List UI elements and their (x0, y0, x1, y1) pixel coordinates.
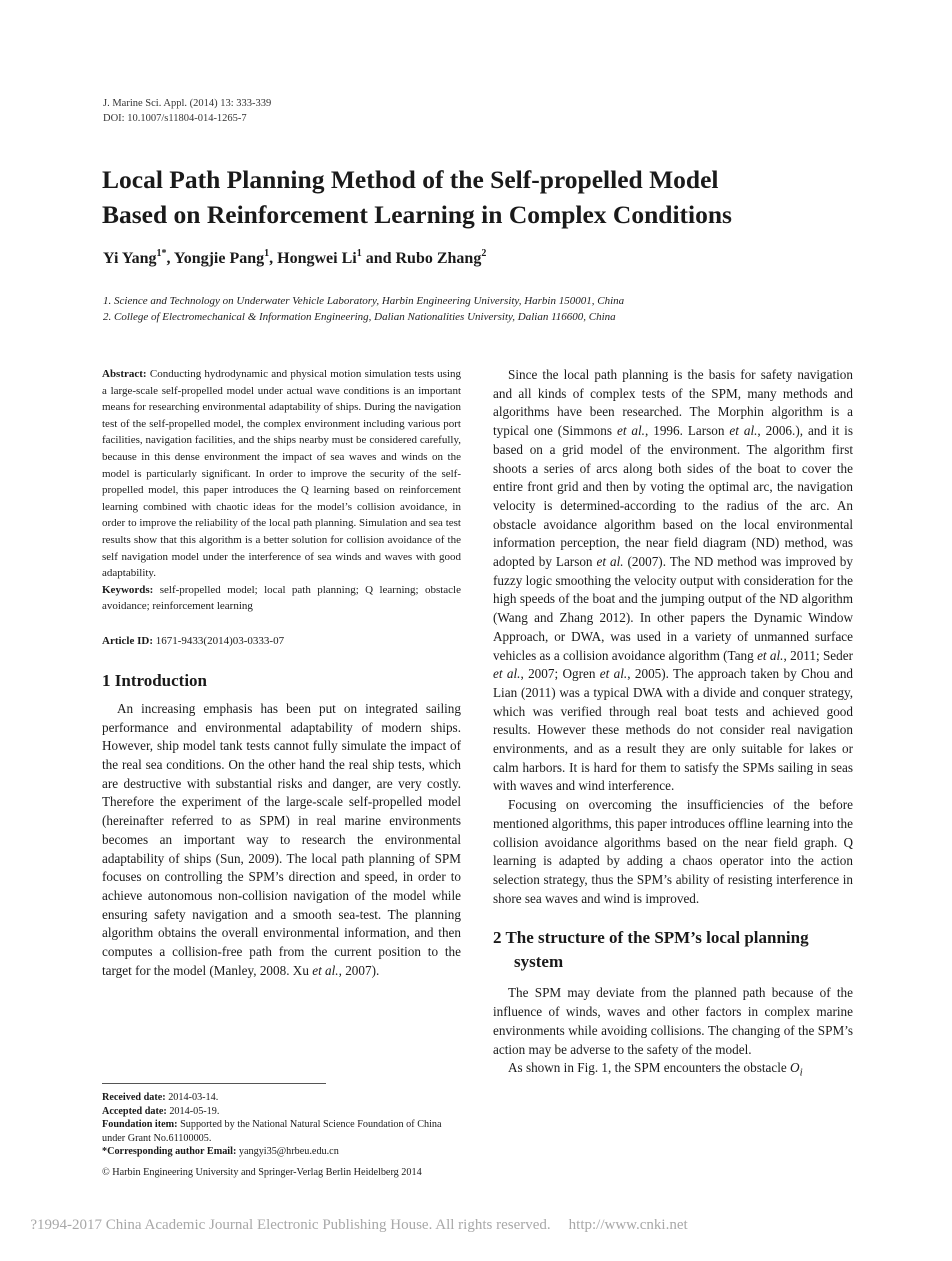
journal-citation: J. Marine Sci. Appl. (2014) 13: 333-339 (103, 98, 272, 109)
author-affil-mark: 1 (356, 248, 362, 259)
text-run: , 2007). (338, 962, 380, 978)
text-run: An increasing emphasis has been put on integrated sailing performance and environmental adaptability of modern ships. However, ship model tank tests cannot fully simulate the impact of the real sea conditions. On the other hand the real ship tests, which are destructive with substantial risks and danger, are very costly. Therefore the experiment of the large-scale self-propelled model (hereinafter referred to as SPM) in real marine environments becomes an important way to research the environmental adaptability of ships (Sun, 2009). The local path planning of SPM focuses on controlling the SPM’s direction and speed, in order to achieve autonomous non-collision navigation of the model while ensuring safety navigation and a smooth sea-test. The planning algorithm obtains the overall environmental information, and then computes a collision-free path from the current position to the target for the model (Manley, 2008. Xu (102, 700, 461, 978)
text-run: , 1996. Larson (644, 423, 730, 439)
abstract-text: Conducting hydrodynamic and physical motion simulation tests using a large-scale self-propelled model under actual wave conditions is an important means for researching environmental adaptability of ships. During the navigation test of the self-propelled model, the complex environment including various port facilities, navigation facilities, and the ships nearby must be considered carefully, because in this dense environment the impact of sea waves and winds on the model is particularly significant. In order to improve the security of the self-propelled model, this paper introduces the Q learning based on reinforcement learning combined with chaotic ideas for the model’s collision avoidance, in order to improve the reliability of the local path planning. Simulation and sea test results show that this algorithm is a better solution for collision avoidance of the self navigation model under the interference of sea winds and waves with good adaptability. (102, 368, 461, 580)
math-variable: O (790, 1060, 800, 1076)
journal-info (103, 96, 271, 126)
affiliation-1: 1. Science and Technology on Underwater Vehicle Laboratory, Harbin Engineering University, Harbin 150001, China (103, 295, 625, 307)
text-italic: et al. (599, 666, 628, 682)
author-name: Hongwei Li (277, 250, 357, 267)
section-heading-line1: 2 The structure of the SPM’s local planning (493, 928, 809, 948)
corresponding-email (102, 1145, 462, 1159)
paper-title-line1: Local Path Planning Method of the Self-propelled Model (102, 165, 719, 194)
contribution-paragraph: Focusing on overcoming the insufficiencies of the before mentioned algorithms, this paper introduces offline learning into the collision avoidance algorithms based on the near field graph. Q learning is adapted by adding a chaos operator into the action selection strategy, thus the SPM’s ability of resisting interference in shore sea waves and wind is improved. (493, 797, 853, 906)
copyright-notice: © Harbin Engineering University and Springer-Verlag Berlin Heidelberg 2014 (102, 1166, 422, 1178)
affiliation-2: 2. College of Electromechanical & Information Engineering, Dalian Nationalities University, Dalian 116600, China (103, 311, 616, 323)
footnote-divider (102, 1083, 326, 1084)
text-run: , 2007; Ogren (520, 666, 600, 682)
received-date (102, 1091, 462, 1105)
author-affil-mark: 1 (264, 248, 270, 259)
paper-title (102, 162, 862, 232)
received-label: Received date: (102, 1092, 166, 1103)
accepted-label: Accepted date: (102, 1105, 167, 1117)
text-run: , 2011; Seder (783, 647, 853, 663)
text-run: As shown in Fig. 1, the SPM encounters the obstacle (508, 1060, 791, 1076)
text-italic: et al. (493, 666, 521, 682)
watermark-text: ?1994-2017 China Academic Journal Electronic Publishing House. All rights reserved. (30, 1217, 551, 1233)
text-italic: et al. (312, 962, 339, 978)
text-run: (2007). The ND method was improved by fuzzy logic smoothing the velocity output with consideration for the high speeds of the boat and the jumping output of the ND algorithm (Wang and Zhang 2012). In other papers the Dynamic Window Approach, or DWA, was used in a variety of unmanned surface vehicles as a collision avoidance algorithm (Tang (493, 554, 853, 663)
author-separator: , (166, 250, 174, 267)
foundation-item (102, 1118, 462, 1145)
email-value: yangyi35@hrbeu.edu.cn (238, 1146, 339, 1157)
author-affil-mark: 2 (481, 248, 487, 259)
author-affil-mark: 1* (156, 248, 167, 259)
author-separator: and (361, 250, 396, 267)
text-italic: et al. (757, 647, 784, 663)
text-italic: et al. (596, 554, 624, 570)
author-separator: , (269, 250, 278, 267)
section-heading-line2: system (514, 952, 564, 972)
author-list (103, 250, 486, 268)
received-value: 2014-03-14. (168, 1092, 219, 1103)
right-column (493, 366, 853, 1083)
related-work-paragraph (493, 366, 853, 796)
text-run: Since the local path planning is the basis for safety navigation and all kinds of complex tests of the SPM, many methods and algorithms have been researched. The Morphin algorithm is a typical one (Simmons (493, 367, 853, 439)
author-name: Yi Yang (103, 250, 157, 267)
abstract-label: Abstract: (102, 368, 147, 380)
article-id-value: 1671-9433(2014)03-0333-07 (155, 634, 285, 647)
keywords (102, 582, 461, 615)
footnotes (102, 1091, 462, 1179)
left-column (102, 366, 461, 980)
author-name: Yongjie Pang (173, 250, 265, 267)
text-run: , 2005). The approach taken by Chou and Lian (2011) was a typical DWA with a divide and conquer strategy, which was verified through real boat tests and achieved good results. However these methods do not consider real navigation environments, and as a result they are only suitable for lakes or calm harbors. It is hard for them to satisfy the SPMs sailing in seas with waves and wind interference. (493, 666, 854, 794)
article-id (102, 633, 461, 649)
author-name: Rubo Zhang (395, 250, 482, 267)
text-run: , 2006.), and it is based on a grid model of the environment. The algorithm first shoots a series of arcs along both sides of the boat to cover the entire front grid and then by voting the optimal arc, the navigation velocity is determined-according to the radius of the arc. An obstacle avoidance algorithm based on the local environmental information perception, the near field diagram (ND) method, was adopted by Larson (493, 423, 853, 570)
intro-paragraph (102, 700, 461, 981)
text-italic: et al. (616, 423, 645, 439)
structure-paragraph-2 (493, 1059, 853, 1082)
abstract (102, 366, 461, 582)
accepted-date (102, 1105, 462, 1119)
affiliations (103, 293, 624, 325)
section-heading-structure (493, 926, 853, 974)
article-id-label: Article ID: (102, 634, 154, 647)
accepted-value: 2014-05-19. (169, 1105, 220, 1117)
foundation-value: Supported by the National Natural Science Foundation of China under Grant No.61100005. (102, 1119, 442, 1144)
section-heading-introduction: 1 Introduction (102, 670, 208, 690)
journal-doi: DOI: 10.1007/s11804-014-1265-7 (103, 113, 247, 124)
keywords-text: self-propelled model; local path planning; Q learning; obstacle avoidance; reinforcement learning (102, 583, 461, 613)
email-label: *Corresponding author Email: (102, 1146, 237, 1157)
foundation-label: Foundation item: (102, 1119, 178, 1130)
math-subscript: i (799, 1066, 803, 1079)
keywords-label: Keywords: (102, 583, 154, 596)
structure-paragraph-1: The SPM may deviate from the planned path because of the influence of winds, waves and other factors in complex marine environments while avoiding collisions. The changing of the SPM’s action may be adverse to the safety of the model. (493, 985, 853, 1057)
watermark-url: http://www.cnki.net (568, 1217, 688, 1233)
watermark (30, 1217, 705, 1234)
text-italic: et al. (729, 423, 758, 439)
paper-title-line2: Based on Reinforcement Learning in Complex Conditions (102, 200, 732, 229)
